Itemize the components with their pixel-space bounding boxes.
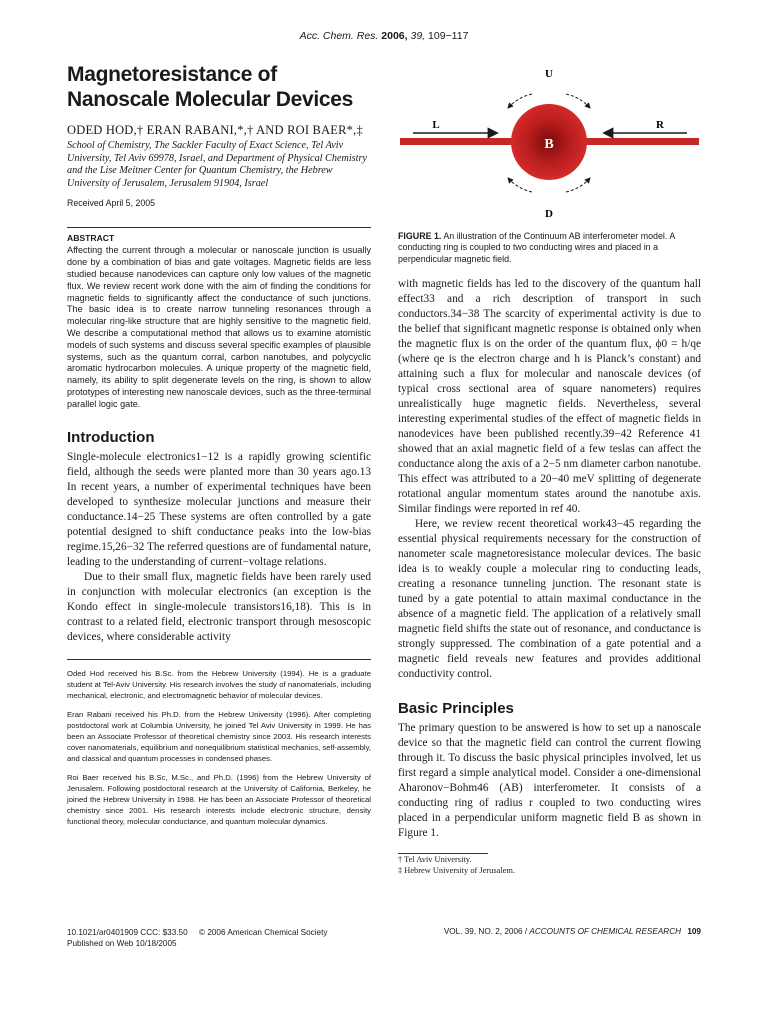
label-left-lead: L xyxy=(432,119,440,131)
author-list: ODED HOD,† ERAN RABANI,*,† AND ROI BAER*,‡ xyxy=(67,123,363,137)
figure-1-diagram xyxy=(398,62,701,222)
figure-caption-text: An illustration of the Continuum AB interferometer model. A conducting ring is coupled to two conducting wires and placed in a perpendicular magnetic field. xyxy=(398,231,675,264)
article-title: Magnetoresistance of Nanoscale Molecular Devices xyxy=(67,63,354,111)
bio-divider xyxy=(67,659,371,660)
journal-name-footer: ACCOUNTS OF CHEMICAL RESEARCH xyxy=(529,927,682,936)
footnote-tel-aviv: † Tel Aviv University. xyxy=(398,855,472,865)
label-magnetic-field: B xyxy=(544,137,554,152)
left-wire xyxy=(400,138,512,145)
page-number: 109 xyxy=(687,927,701,936)
footer-right xyxy=(398,927,701,936)
lower-path-arrow-left xyxy=(508,178,532,192)
basic-principles-paragraph-1: The primary question to be answered is how to set up a nanoscale device so that the magnetic field can control the current flowing through it. To discuss the basic physical principles involved, let us first regard a simple analytical model. Consider a one-dimensional Aharonov−Bohm46 (AB) interferometer. It consists of a conducting ring of radius r coupled to two conducting wires placed in a perpendicular uniform magnetic field B as shown in Figure 1. xyxy=(398,722,701,840)
volume-issue: VOL. 39, NO. 2, 2006 / xyxy=(443,927,528,936)
upper-path-arrow-right xyxy=(566,94,590,108)
bio-hod: Oded Hod received his B.Sc. from the Hebrew University (1994). He is a graduate student at Tel-Aviv University. His research involves the study of nanomaterials, including mechanical, electronic, and electromagnetic behavior of molecular devices. xyxy=(67,668,371,700)
published-date: Published on Web 10/18/2005 xyxy=(67,939,177,948)
intro-paragraph-2: Due to their small flux, magnetic fields have been rarely used in conjunction with molecular electronics (an exception is the Kondo effect in single-molecule transistors16,18). This is in contrast to a related field, electronic transport through mesoscopic devices, where considerable activity xyxy=(67,570,371,643)
intro-paragraph-1: Single-molecule electronics1−12 is a rapidly growing scientific field, although the seeds were planted more than 30 years ago.13 In recent years, a number of experimental techniques have been developed to synthesize molecular junctions and measure their conductance.14−25 These systems are often controlled by a gate potential designed to shift conductance peaks into the low-bias regime.15,26−32 The referred questions are of fundamental nature, leading to the understanding of current−voltage relations. xyxy=(67,450,371,568)
doi-line: 10.1021/ar0401909 CCC: $33.50 xyxy=(67,928,188,937)
right-wire xyxy=(586,138,699,145)
journal-volume: 39, xyxy=(410,30,426,42)
basic-principles-heading: Basic Principles xyxy=(398,700,514,718)
footer-left xyxy=(67,927,327,949)
introduction-heading: Introduction xyxy=(67,428,155,446)
lower-path-arrow-right xyxy=(566,178,590,192)
figure-caption-label: FIGURE 1. xyxy=(398,231,442,241)
footnote-hebrew-university: ‡ Hebrew University of Jerusalem. xyxy=(398,866,515,876)
label-lower-arm: D xyxy=(545,208,553,220)
label-upper-arm: U xyxy=(545,68,553,80)
label-right-lead: R xyxy=(656,119,664,131)
right-paragraph-2: Here, we review recent theoretical work43−45 regarding the essential physical requirements necessary for the construction of nanometer scale magnetoresistance molecular devices. The basic idea is to weakly couple a molecular ring to conducting leads, creating a resonance tunneling junction. The resonant state is tuned by a gate potential to attain maximal conductance in the absence of a magnetic field. The application of a relatively small magnetic field shifts the state out of resonance, and conductance is strongly suppressed. The combination of a gate potential and a magnetic field reveals new features and provides additional conductivity control. xyxy=(398,518,701,681)
received-date: Received April 5, 2005 xyxy=(67,198,156,209)
left-column xyxy=(67,62,371,827)
journal-abbrev: Acc. Chem. Res. xyxy=(299,30,379,42)
journal-header xyxy=(0,30,768,42)
journal-year: 2006, xyxy=(381,30,408,42)
bio-rabani: Eran Rabani received his Ph.D. from the Hebrew University (1996). After completing postdoctoral work at Columbia University, he joined Tel Aviv University in 1999. He has been an Associate Professor of theoretical chemistry since 2003. His research interests cover nanomaterials, equilibrium and nonequilibrium statistical mechanics, self-assembly, and classical and quantum processes in condensed phases. xyxy=(67,709,371,763)
abstract-text: Affecting the current through a molecular or nanoscale junction is usually done by a combination of bias and gate voltages. Magnetic fields are less studied because nanodevices can capture only low values of the magnetic flux. We review recent work done with the aim of finding the conditions for magnetic fields to significantly affect the conductance of such junctions. The basic idea is to create narrow tunneling resonances through a molecular ring-like structure that are highly sensitive to the magnetic field. We describe a computational method that allows us to examine atomistic models of such systems and discuss several specific examples of plausible systems, such as the quantum corral, carbon nanotubes, and polycyclic aromatic hydrocarbon molecules. A unique property of the magnetic field, namely, its ability to split degenerate levels on the ring, is shown to allow prototypes of interesting new nanoscale devices, such as the three-terminal parallel logic gate. xyxy=(67,245,371,409)
copyright-line: © 2006 American Chemical Society xyxy=(199,928,328,937)
bio-baer: Roi Baer received his B.Sc, M.Sc., and Ph.D. (1996) from the Hebrew University of Jerusalem. Following postdoctoral research at the University of California, Berkeley, he joined the Hebrew University in 1998. He has been an Associate Professor of theoretical chemistry since 2001. His research interests include electronic structure, density functional theory, molecular conductance, and quantum molecular dynamics. xyxy=(67,772,371,826)
right-column xyxy=(398,62,701,876)
right-paragraph-1: with magnetic fields has led to the discovery of the quantum hall effect33 and a rich description of transport in such conductors.34−38 The scarcity of experimental activity is due to the belief that significant magnetic response is obtained only when the magnetic flux is on the order of the quantum flux, ϕ0 = h/qe (where qe is the electron charge and h is Planck’s constant) and attaining such a flux for molecular and nanoscale devices (of typical cross sectional area of square nanometers) requires unrealistically huge magnetic fields. Nevertheless, several interesting experimental studies of the effect of magnetic fields in nanodevices have been published recently.39−42 Reference 41 showed that an axial magnetic field of a few teslas can affect the conductance along the axis of a 2−5 nm diameter carbon nanotube. This effect was attributed to a 20−40 meV splitting of degenerate rotational angular momentum states around the nanotube axis. Similar findings were reported in ref 40. xyxy=(398,278,701,516)
figure-caption xyxy=(398,231,701,265)
upper-path-arrow-left xyxy=(508,94,532,108)
affiliation: School of Chemistry, The Sackler Faculty of Exact Science, Tel Aviv University, Tel Aviv 69978, Israel, and Department of Physical Chemistry and the Lise Meitner Center for Quantum Chemistry, the Hebrew University of Jerusalem, Jerusalem 91904, Israel xyxy=(67,140,367,189)
journal-pages: 109−117 xyxy=(428,30,469,42)
abstract-heading: ABSTRACT xyxy=(67,227,371,243)
